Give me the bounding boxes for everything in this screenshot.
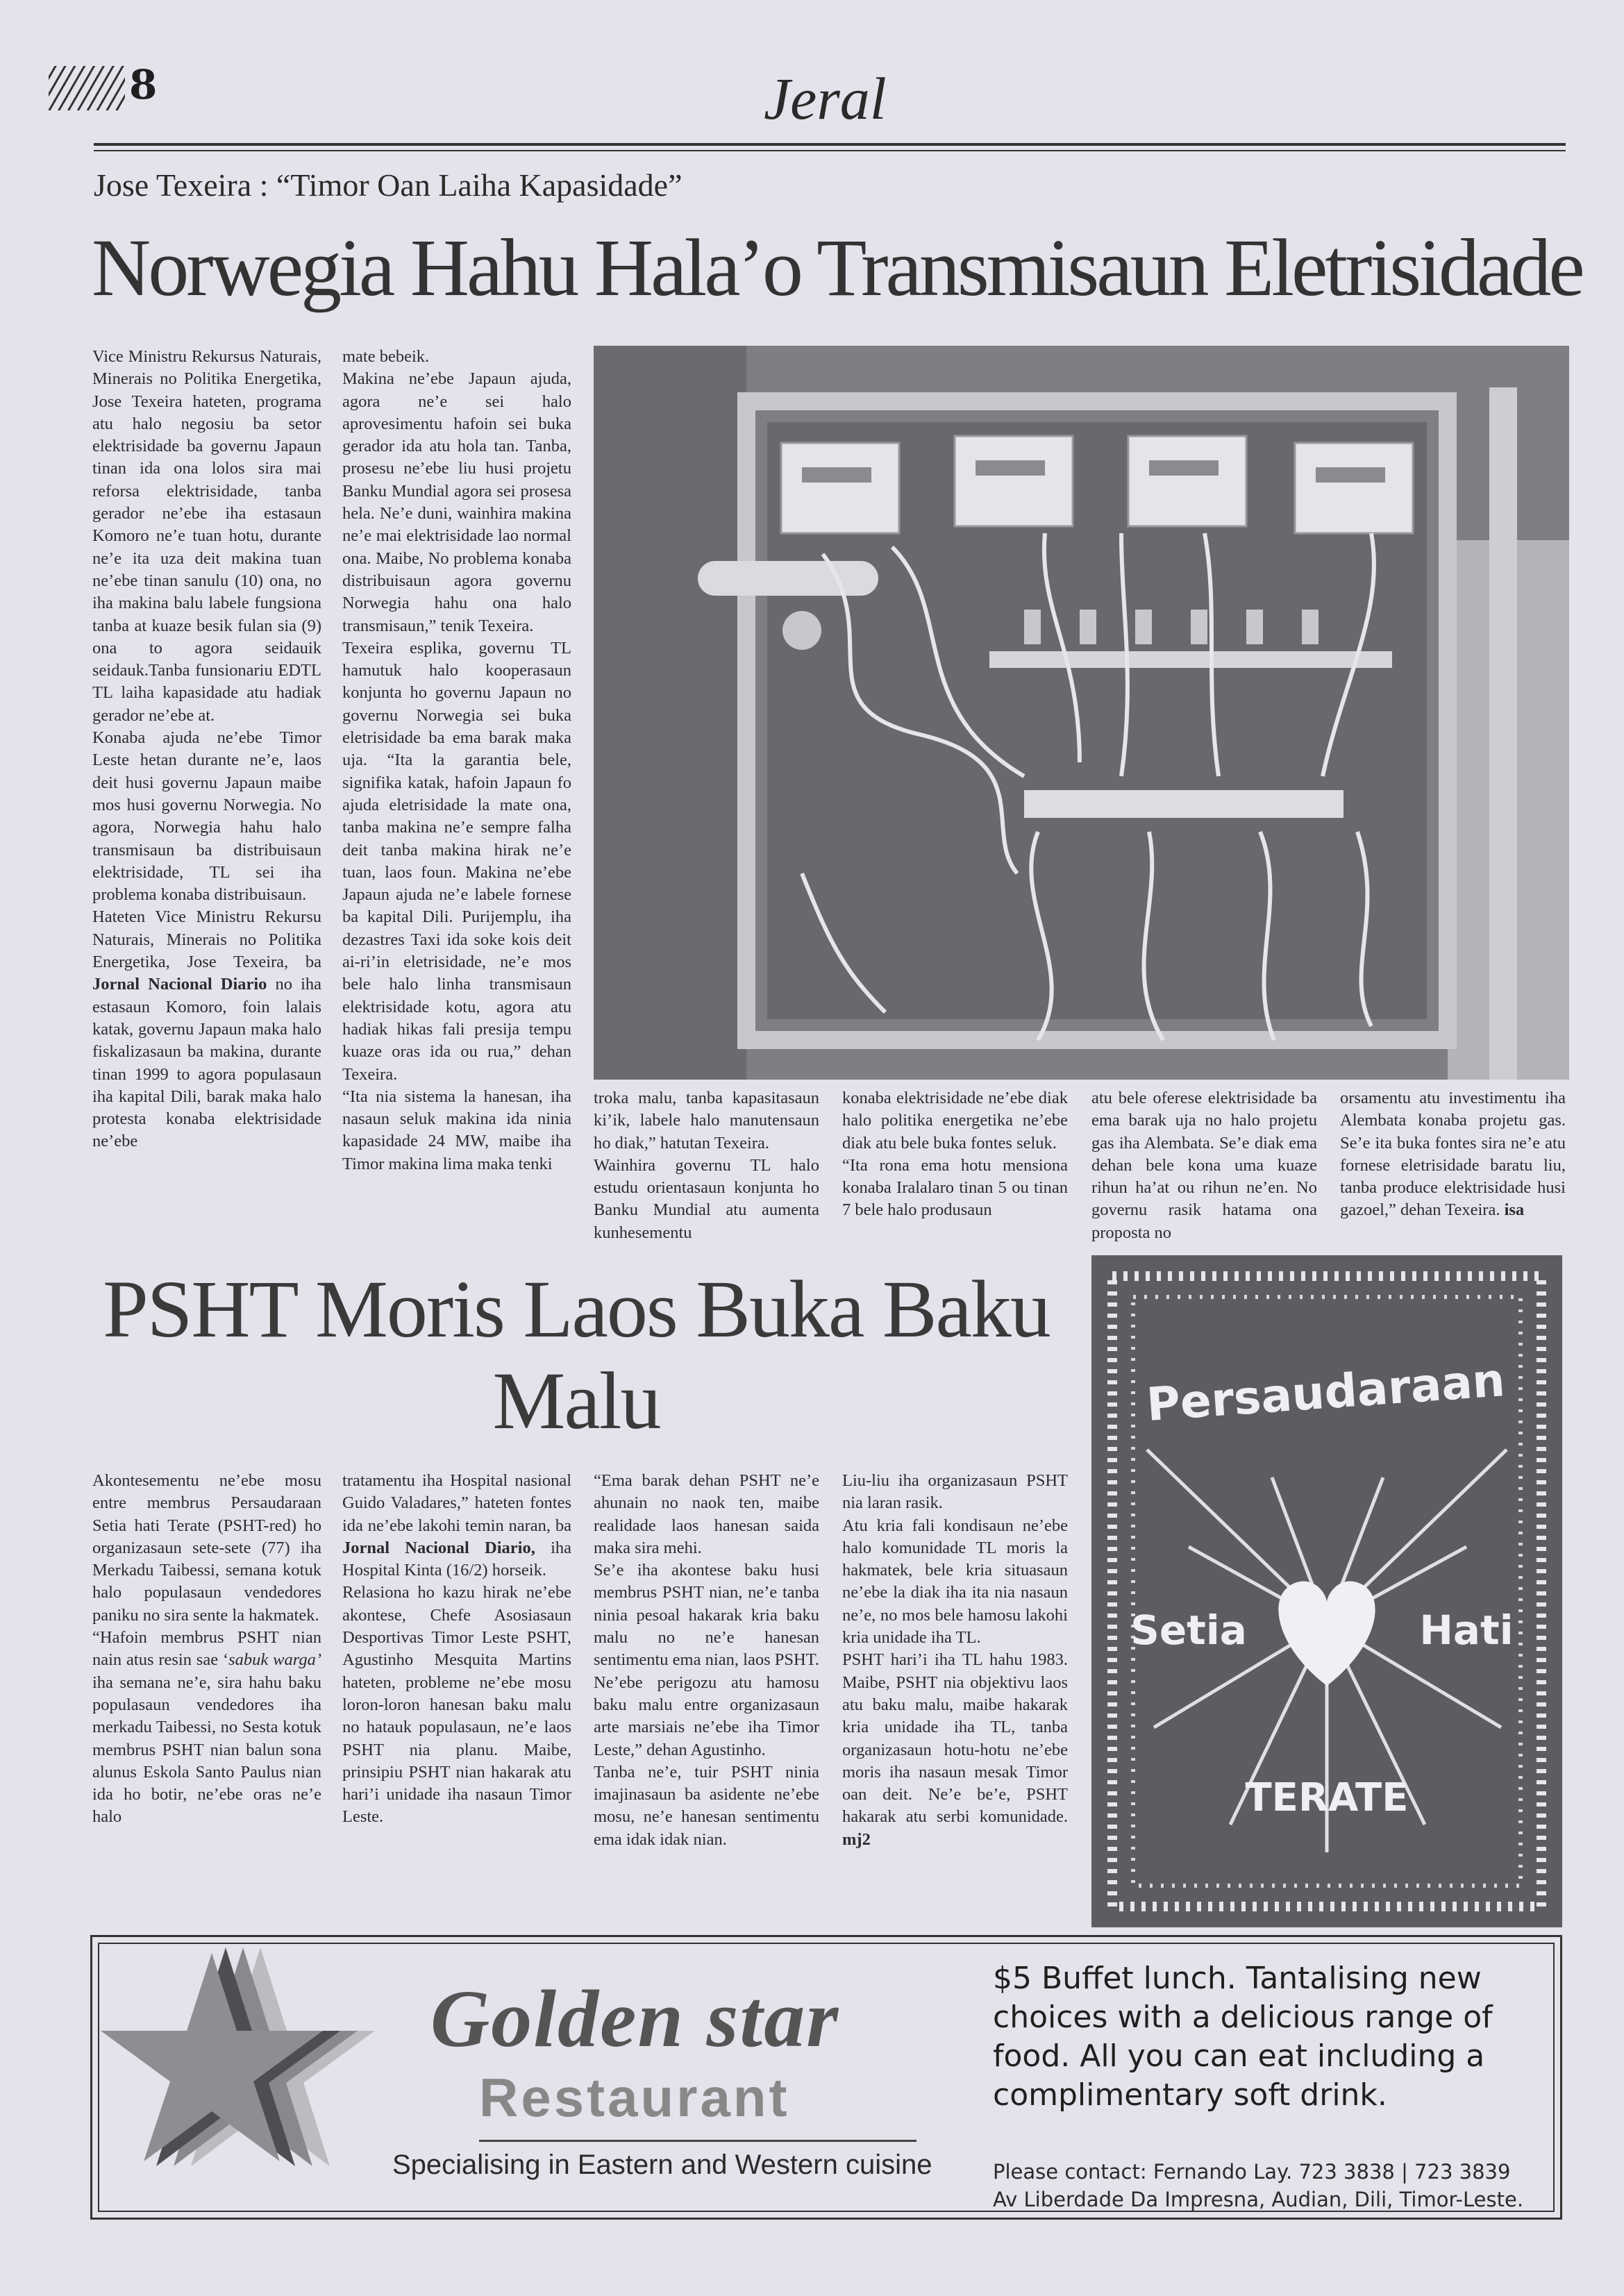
section-title: Jeral	[764, 65, 887, 132]
article2-col1-italic: sabuk warga’	[228, 1650, 321, 1670]
article2-col2-text: tratamentu iha Hospital nasional Guido Valadares,” hateten fontes ida ne’ebe lakohi temin naran, ba	[342, 1471, 571, 1535]
article1-col1-tail: no iha estasaun Komoro, foin lalais katak, governu Japaun maka halo fiskalizasaun ba makina, durante tinan 1999 to agora populasaun iha kapital Dili, barak maka halo protesta konaba elektrisidade ne’ebe	[92, 975, 322, 1151]
article1-column-2: mate bebeik. Makina ne’ebe Japaun ajuda, agora ne’e sei halo aprovesimentu hafoin sei buka gerador ida atu hola tan. Tanba, prosesu ne’ebe liu husi projetu Banku Mundial agora sei prosesa hela. Ne’e duni, wainhira makina ne’e mai elektrisidade lao normal ona. Maibe, No problema konaba distribuisaun agora governu Norwegia hahu ona halo transmisaun,” tenik Texeira. Texeira esplika, governu TL hamutuk halo kooperasaun konjunta ho governu Japaun no governu Norwegia sei buka eletrisidade ba ema barak maka uja. “Ita la garantia bele, signifika katak, hafoin Japaun fo ajuda eletrisidade la mate ona, tanba makina ne’e sempre falha deit tanba makina hirak ne’e tuan, laos foun. Makina ne’ebe Japaun ajuda ne’e labele fornese ba kapital Dili. Purijemplu, iha dezastres Taxi ida soke kois deit ai-ri’in eletrisidade, ne’e mos bele halo linha transmisaun elektrisidade kotu, agora atu hadiak hikas fali presija tempu kuaze oras ida ou rua,” dehan Texeira. “Ita nia sistema la hanesan, iha nasaun seluk makina ida ninia kapasidade 24 MW, maibe iha Timor makina lima maka tenki	[342, 347, 571, 1173]
advert-subtitle: Restaurant	[479, 2067, 790, 2128]
article1-column-6	[1340, 1087, 1566, 1222]
article1-column-4: konaba elektrisidade ne’ebe diak halo politika energetika ne’ebe diak atu bele buka fontes seluk. “Ita rona ema hotu mensiona konaba Iralalaro tinan 5 ou tinan 7 bele halo produsaun	[842, 1089, 1068, 1220]
advert-tagline: Specialising in Eastern and Western cuisine	[392, 2150, 932, 2180]
advert-description: $5 Buffet lunch. Tantalising new choices with a delicious range of food. All you can eat including a complimentary soft drink.	[993, 1961, 1493, 2113]
badge-text-bottom: TERATE	[1245, 1775, 1409, 1820]
article2-column-1	[92, 1470, 321, 1829]
electrical-panel-illustration	[594, 346, 1569, 1080]
advert-divider	[479, 2140, 916, 2142]
advert-contact-phone: Please contact: Fernando Lay. 723 3838 | 723 3839	[993, 2160, 1511, 2184]
badge-text-right: Hati	[1419, 1607, 1514, 1654]
star-logo-icon	[101, 1941, 448, 2170]
newspaper-name: Jornal Nacional Diario,	[342, 1538, 535, 1557]
advert-address: Av Liberdade Da Impresna, Audian, Dili, Timor-Leste.	[993, 2188, 1524, 2211]
article1-column-1	[92, 346, 321, 1153]
author-signature: mj2	[842, 1829, 871, 1849]
badge-text-left: Setia	[1130, 1607, 1247, 1654]
article2-col1-text: Akontesementu ne’ebe mosu entre membrus Persaudaraan Setia hati Terate (PSHT-red) ho organizasaun sete-sete (77) iha Merkadu Taibessi, semana kotuk halo populasaun vendedores paniku no sira sente la hakmatek. “Hafoin membrus PSHT nian nain atus resin sae ‘	[92, 1471, 321, 1670]
page-number-text: 8	[129, 61, 159, 108]
article2-headline: PSHT Moris Laos Buka Baku Malu	[103, 1264, 1050, 1446]
article1-column-3: troka malu, tanba kapasitasaun ki’ik, labele halo manutensaun ho diak,” hatutan Texeira. Wainhira governu TL halo estudu orientasaun konjunta ho Banku Mundial atu aumenta kunhesementu	[594, 1089, 819, 1242]
article1-headline: Norwegia Hahu Hala’o Transmisaun Eletrisidade	[92, 222, 1582, 313]
article1-kicker: Jose Texeira : “Timor Oan Laiha Kapasidade”	[94, 167, 683, 203]
psht-badge-illustration	[1091, 1255, 1562, 1927]
header-rule	[94, 143, 1566, 146]
article1-column-5: atu bele oferese elektrisidade ba ema barak uja no halo projetu gas iha Alembata. Se’e diak ema dehan bele kona uma kuaze rihun ha’at ou rihun ne’en. No governu rasik hatama ona proposta no	[1091, 1089, 1317, 1242]
article2-col1-tail: iha semana ne’e, sira hahu baku populasaun vendedores iha merkadu Taibessi, no Sesta kotuk membrus PSHT nian balun sona alunus Eskola Santo Paulus nian ida ho botir, ne’ebe oras ne’e halo	[92, 1673, 321, 1827]
article2-column-4	[842, 1470, 1068, 1851]
advert-contact	[993, 2158, 1523, 2213]
advert-title: Golden star	[430, 1973, 840, 2064]
badge-text-top: Persaudaraan	[1144, 1353, 1507, 1432]
page-number	[49, 61, 158, 110]
author-signature: isa	[1504, 1200, 1525, 1220]
article2-col4-text: Liu-liu iha organizasaun PSHT nia laran rasik. Atu kria fali kondisaun ne’ebe halo komunidade TL moris la hakmatek, bele kria situasaun ne’ebe la diak iha ita nia nasaun ne’e, no mos bele hamosu lakohi kria unidade iha TL. PSHT hari’i iha TL hahu 1983. Maibe, PSHT nia objektivu laos atu baku malu, maibe hakarak kria unidade iha TL, tanba organizasaun hotu-hotu ne’ebe moris iha nasaun mesak Timor oan deit. Ne’e be’e, PSHT hakarak atu serbi komunidade.	[842, 1471, 1068, 1827]
header-rule-thin	[94, 150, 1566, 151]
hatch-ornament	[49, 66, 125, 110]
article1-col1-text: Vice Ministru Rekursus Naturais, Minerais no Politika Energetika, Jose Texeira hateten, programa atu halo negosiu ba setor elektrisidade ba governu Japaun tinan ida ona lolos sira mai reforsa elektrisidade, tanba gerador ne’ebe iha estasaun Komoro ne’e tuan hotu, durante ne’e ita uza deit makina tuan ne’ebe tinan sanulu (10) ona, no iha makina balu labele fungsiona tanba at kuaze besik fulan sia (9) ona to agora seidauik seidauk.Tanba funsionariu EDTL TL laiha kapasidade atu hadiak gerador ne’ebe at. Konaba ajuda ne’ebe Timor Leste hetan durante ne’e, laos deit husi governu Japaun maibe mos husi governu Norwegia. No agora, Norwegia hahu halo transmisaun ba distribuisaun elektrisidade, TL sei iha problema konaba distribuisaun. Hateten Vice Ministru Rekursu Naturais, Minerais no Politika Energetika, Jose Texeira, ba	[92, 347, 321, 972]
article2-column-3: “Ema barak dehan PSHT ne’e ahunain no naok ten, maibe realidade laos hanesan saida maka sira mehi. Se’e iha akontese baku husi membrus PSHT nian, ne’e tanba ninia pesoal hakarak kria baku malu no ne’e hanesan sentimentu ema nian, laos PSHT. Ne’ebe perigozu atu hamosu baku malu entre organizasaun arte marsiais ne’ebe iha Timor Leste,” dehan Agustinho. Tanba ne’e, tuir PSHT ninia imajinasaun ba asidente ne’ebe mosu, ne’e hanesan sentimentu ema idak idak nian.	[594, 1471, 819, 1849]
newspaper-name: Jornal Nacional Diario	[92, 975, 267, 994]
electrical-panel-photo	[594, 346, 1569, 1080]
article2-col2-tail: iha Hospital Kinta (16/2) horseik. Relasiona ho kazu hirak ne’ebe akontese, Chefe Asosiasaun Desportivas Timor Leste PSHT, Agustinho Mesquita Martins hateten, probleme ne’ebe mosu loron-loron hanesan baku malu no hatauk populasaun, ne’e laos PSHT nia planu. Maibe, prinsipiu PSHT nian hakarak atu hari’i unidade iha nasaun Timor Leste.	[342, 1538, 572, 1827]
article2-column-2	[342, 1470, 571, 1829]
psht-badge-photo	[1091, 1255, 1562, 1927]
article1-col6-text: orsamentu atu investimentu iha Alembata konaba projetu gas. Se’e ita buka fontes sira ne’e atu fornese eletrisidade baratu liu, tanba produce elektrisidade husi gazoel,” dehan Texeira.	[1340, 1089, 1566, 1220]
